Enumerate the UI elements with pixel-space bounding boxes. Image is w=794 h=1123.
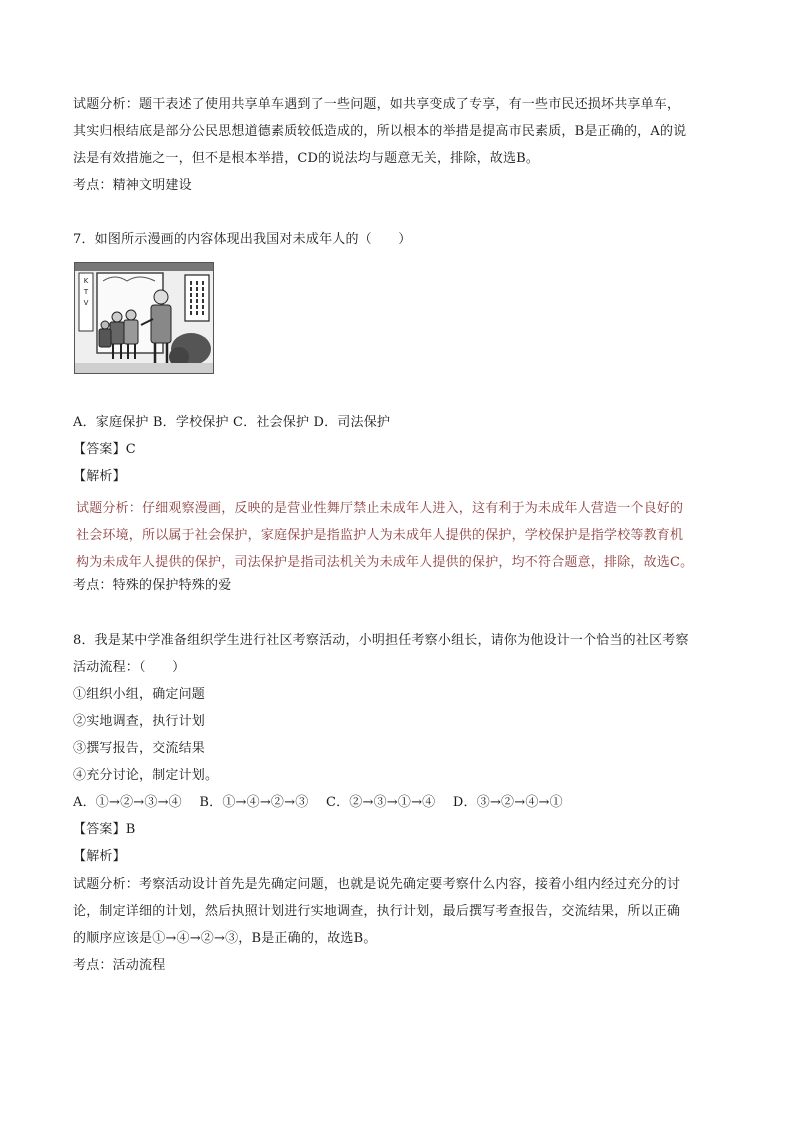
q8-analysis-line-3: 的顺序应该是①→④→②→③，B是正确的，故选B。 (73, 931, 377, 946)
q7-cartoon-image (74, 262, 214, 374)
cartoon-illustration (75, 263, 213, 373)
q7-analysis-line-2: 社会环境，所以属于社会保护，家庭保护是指监护人为未成年人提供的保护，学校保护是指学校等教育机 (76, 528, 684, 543)
q8-step-1: ①组织小组，确定问题 (73, 687, 206, 702)
q7-analysis-line-3: 构为未成年人提供的保护，司法保护是指司法机关为未成年人提供的保护，均不符合题意，排除，故选C。 (76, 555, 694, 570)
q8-question-line-2: 活动流程：（ ） (73, 660, 186, 675)
q6-kaodian: 考点：精神文明建设 (73, 178, 192, 193)
q8-options: A．①→②→③→④ B．①→④→②→③ C．②→③→①→④ D．③→②→④→① (73, 795, 563, 810)
q8-question-line-1: 8．我是某中学准备组织学生进行社区考察活动，小明担任考察小组长，请你为他设计一个恰当的社区考察 (73, 633, 689, 648)
q8-step-3: ③撰写报告，交流结果 (73, 741, 206, 756)
q6-analysis-line-2: 其实归根结底是部分公民思想道德素质较低造成的，所以根本的举措是提高市民素质，B是正确的，A的说 (73, 124, 687, 139)
q7-kaodian: 考点：特殊的保护特殊的爱 (73, 578, 232, 593)
q7-question: 7．如图所示漫画的内容体现出我国对未成年人的（ ） (73, 232, 412, 247)
svg-text:V: V (83, 299, 89, 307)
q8-jiexi-label: 【解析】 (73, 849, 126, 864)
q7-analysis-line-1: 试题分析：仔细观察漫画，反映的是营业性舞厅禁止未成年人进入，这有利于为未成年人营造一个良好的 (76, 501, 684, 516)
svg-text:T: T (83, 288, 89, 296)
q8-step-4: ④充分讨论，制定计划。 (73, 768, 219, 783)
q8-step-2: ②实地调查，执行计划 (73, 714, 206, 729)
svg-text:K: K (83, 277, 89, 285)
q8-analysis-line-2: 论，制定详细的计划，然后执照计划进行实地调查，执行计划，最后撰写考查报告，交流结果，所以正确 (73, 904, 681, 919)
q8-answer: 【答案】B (73, 822, 136, 837)
q8-analysis-line-1: 试题分析：考察活动设计首先是先确定问题，也就是说先确定要考察什么内容，接着小组内经过充分的讨 (73, 877, 681, 892)
q7-options: A．家庭保护 B．学校保护 C．社会保护 D．司法保护 (73, 415, 391, 430)
q6-analysis-line-1: 试题分析：题干表述了使用共享单车遇到了一些问题，如共享变成了专享，有一些市民还损坏共享单车， (73, 97, 681, 112)
q7-jiexi-label: 【解析】 (73, 469, 126, 484)
q7-answer: 【答案】C (73, 442, 136, 457)
q6-analysis-line-3: 法是有效措施之一，但不是根本举措，CD的说法均与题意无关，排除，故选B。 (73, 151, 540, 166)
q8-kaodian: 考点：活动流程 (73, 958, 166, 973)
